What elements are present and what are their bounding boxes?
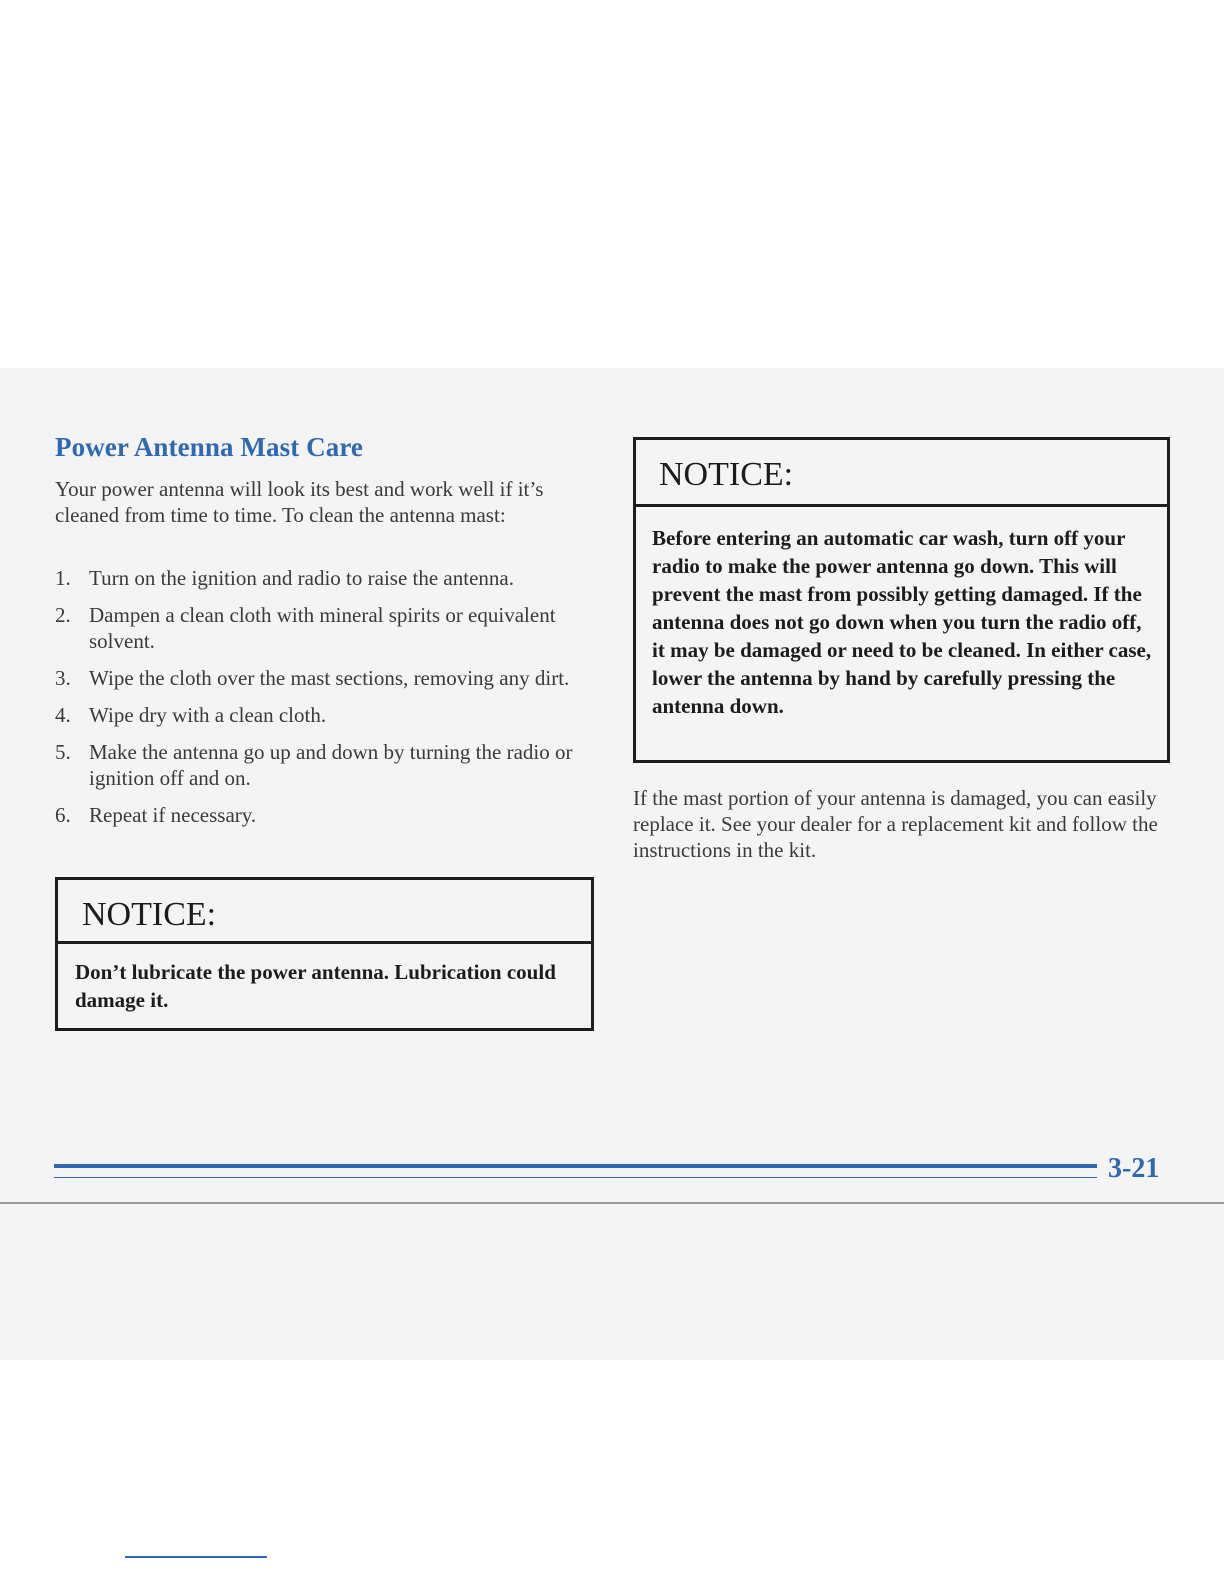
notice-car-wash-box [633,437,1170,763]
step-text: Wipe the cloth over the mast sections, removing any dirt. [89,666,570,690]
list-item [55,739,595,791]
section-title: Power Antenna Mast Care [55,432,364,462]
notice-lubrication-box [55,877,594,1031]
step-number: 2. [55,603,71,627]
list-item [55,802,595,828]
step-number: 1. [55,566,71,590]
footer-rule-thick [54,1164,1097,1168]
step-number: 5. [55,740,71,764]
step-text: Wipe dry with a clean cloth. [89,703,327,727]
notice-text: Before entering an automatic car wash, turn off your radio to make the power antenna go down. This will prevent the mast from possibly getting damaged. If the antenna does not go down when you turn the radio off, it may be damaged or need to be cleaned. In either case, lower the antenna by hand by carefully pressing the antenna down. [652,526,1152,718]
step-text: Dampen a clean cloth with mineral spirits or equivalent solvent. [89,603,556,653]
footer-mark [125,1556,267,1558]
list-item [55,665,595,691]
list-item [55,565,595,591]
notice-heading: NOTICE: [58,880,591,944]
step-text: Make the antenna go up and down by turning the radio or ignition off and on. [89,740,573,790]
step-text: Turn on the ignition and radio to raise the antenna. [89,566,514,590]
cleaning-steps-list [55,565,595,839]
step-number: 3. [55,666,71,690]
step-text: Repeat if necessary. [89,803,257,827]
mast-replacement-paragraph: If the mast portion of your antenna is damaged, you can easily replace it. See your dealer for a replacement kit and follow the instructions in the kit. [633,786,1158,862]
notice-text: Don’t lubricate the power antenna. Lubrication could damage it. [75,960,556,1012]
notice-heading: NOTICE: [636,440,1167,507]
footer-rule-thin [54,1177,1097,1178]
page-edge-divider [0,1202,1224,1204]
list-item [55,702,595,728]
page-number: 3-21 [1108,1153,1160,1184]
list-item [55,602,595,654]
intro-paragraph: Your power antenna will look its best and work well if it’s cleaned from time to time. To clean the antenna mast: [55,477,544,527]
step-number: 6. [55,803,71,827]
step-number: 4. [55,703,71,727]
